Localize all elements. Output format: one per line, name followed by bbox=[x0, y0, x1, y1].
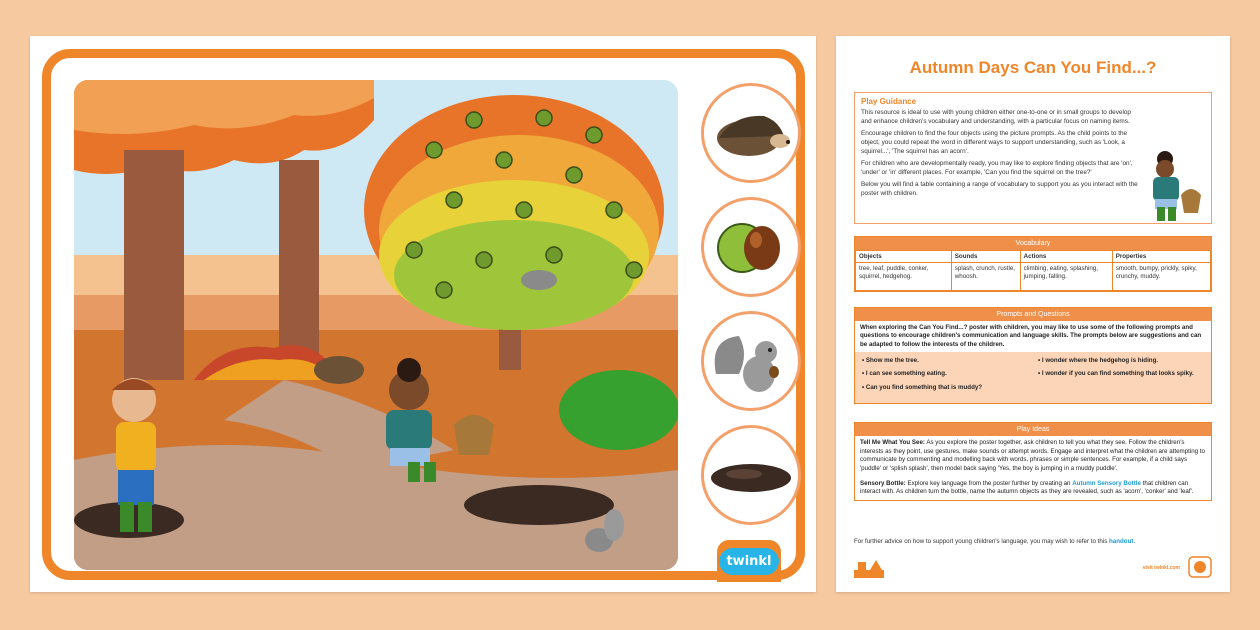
sensory-bottle-text: Explore key language from the poster further by creating an bbox=[905, 479, 1073, 487]
prompts-section bbox=[854, 307, 1212, 404]
vocabulary-section bbox=[854, 236, 1212, 292]
table-cell: smooth, bumpy, prickly, spiky, crunchy, muddy. bbox=[1112, 263, 1210, 291]
handout-link[interactable]: handout bbox=[1109, 538, 1134, 545]
list-item: • I can see something eating. bbox=[862, 370, 1028, 378]
table-cell: tree, leaf, puddle, conker, squirrel, hedgehog. bbox=[856, 263, 952, 291]
sensory-bottle-paragraph bbox=[855, 477, 1211, 500]
sensory-bottle-title: Sensory Bottle: bbox=[860, 479, 906, 487]
table-header: Sounds bbox=[951, 251, 1020, 263]
autumn-sensory-bottle-link[interactable]: Autumn Sensory Bottle bbox=[1072, 479, 1141, 487]
prompts-intro: When exploring the Can You Find...? poster with children, you may like to use some of the following prompts and questions to encourage children's communication and language skills. The prompts below are suggestions and can be adapted to follow the interests of the children. bbox=[860, 324, 1202, 348]
poster-frame bbox=[42, 49, 805, 580]
list-item: • I wonder if you can find something that looks spiky. bbox=[1038, 370, 1204, 378]
blocks-icon bbox=[854, 556, 884, 578]
sensory-bottle-text: that children can interact with. As children turn the bottle, name the autumn objects as they are revealed, such as 'acorn', 'conker' and 'leaf'. bbox=[860, 479, 1194, 496]
table-row bbox=[856, 263, 1211, 291]
quality-seal-icon bbox=[1188, 556, 1212, 578]
poster-page bbox=[30, 36, 816, 592]
guidance-sheet bbox=[836, 36, 1230, 592]
guidance-paragraph: Below you will find a table containing a range of vocabulary to support you as you interact with the poster with children. bbox=[861, 181, 1138, 198]
play-ideas-heading: Play Ideas bbox=[855, 423, 1211, 436]
tell-me-title: Tell Me What You See: bbox=[860, 439, 925, 446]
twinkl-logo-badge bbox=[717, 540, 781, 582]
footer-url: visit twinkl.com bbox=[1142, 565, 1180, 571]
puddle-prompt-image bbox=[701, 425, 801, 525]
twinkl-logo: twinkl bbox=[719, 548, 778, 575]
guidance-paragraph: This resource is ideal to use with young children either one-to-one or in small groups to develop and enhance children's vocabulary and understanding, with a particular focus on naming items. bbox=[861, 109, 1131, 125]
prompts-list bbox=[855, 352, 1211, 403]
table-cell: climbing, eating, splashing, jumping, falling. bbox=[1020, 263, 1112, 291]
footer-note-text: For further advice on how to support young children's language, you may wish to refer to this bbox=[854, 538, 1110, 545]
vocabulary-table bbox=[855, 250, 1211, 291]
vocabulary-heading: Vocabulary bbox=[855, 237, 1211, 250]
guidance-paragraph: Encourage children to find the four objects using the picture prompts. As the child points to the object, you could repeat the word in different ways to support understanding, such as 'Look, a squirrel...', 'The squirrel has an acorn'. bbox=[861, 130, 1128, 155]
squirrel-prompt-image bbox=[701, 311, 801, 411]
guidance-paragraph: For children who are developmentally ready, you may like to explore finding objects that are 'on', 'under' or 'in' different places. For example, 'Can you find the squirrel on the tree?' bbox=[861, 160, 1133, 176]
list-item: • Can you find something that is muddy? bbox=[862, 384, 1028, 392]
list-item: • Show me the tree. bbox=[862, 357, 1028, 365]
sheet-title: Autumn Days Can You Find...? bbox=[909, 58, 1157, 77]
sheet-footer bbox=[854, 556, 1212, 578]
table-cell: splash, crunch, rustle, whoosh. bbox=[951, 263, 1020, 291]
footer-note-text: . bbox=[1133, 538, 1136, 545]
play-guidance-heading: Play Guidance bbox=[861, 97, 917, 106]
conker-prompt-image bbox=[701, 197, 801, 297]
list-item: • I wonder where the hedgehog is hiding. bbox=[1038, 357, 1204, 365]
girl-with-basket-illustration bbox=[1141, 147, 1203, 227]
play-ideas-section bbox=[854, 422, 1212, 501]
table-header: Objects bbox=[856, 251, 952, 263]
prompts-heading: Prompts and Questions bbox=[855, 308, 1211, 321]
table-header: Actions bbox=[1020, 251, 1112, 263]
play-guidance-box bbox=[854, 92, 1212, 224]
table-header: Properties bbox=[1112, 251, 1210, 263]
hedgehog-prompt-image bbox=[701, 83, 801, 183]
tell-me-paragraph bbox=[855, 436, 1211, 477]
autumn-scene-illustration bbox=[74, 80, 678, 570]
tell-me-text: As you explore the poster together, ask children to tell you what they see. Follow the children's interests as they point, use gestures, make sounds or attempt words. Engage and interpret what the children are attempting to communicate by commenting and modelling back with words, phrases or simple sentences. For example, if a child says 'puddle' or 'splish splash', then model back saying 'Yes, the boy is jumping in a muddy puddle'. bbox=[860, 439, 1205, 473]
footer-note bbox=[854, 538, 1212, 545]
